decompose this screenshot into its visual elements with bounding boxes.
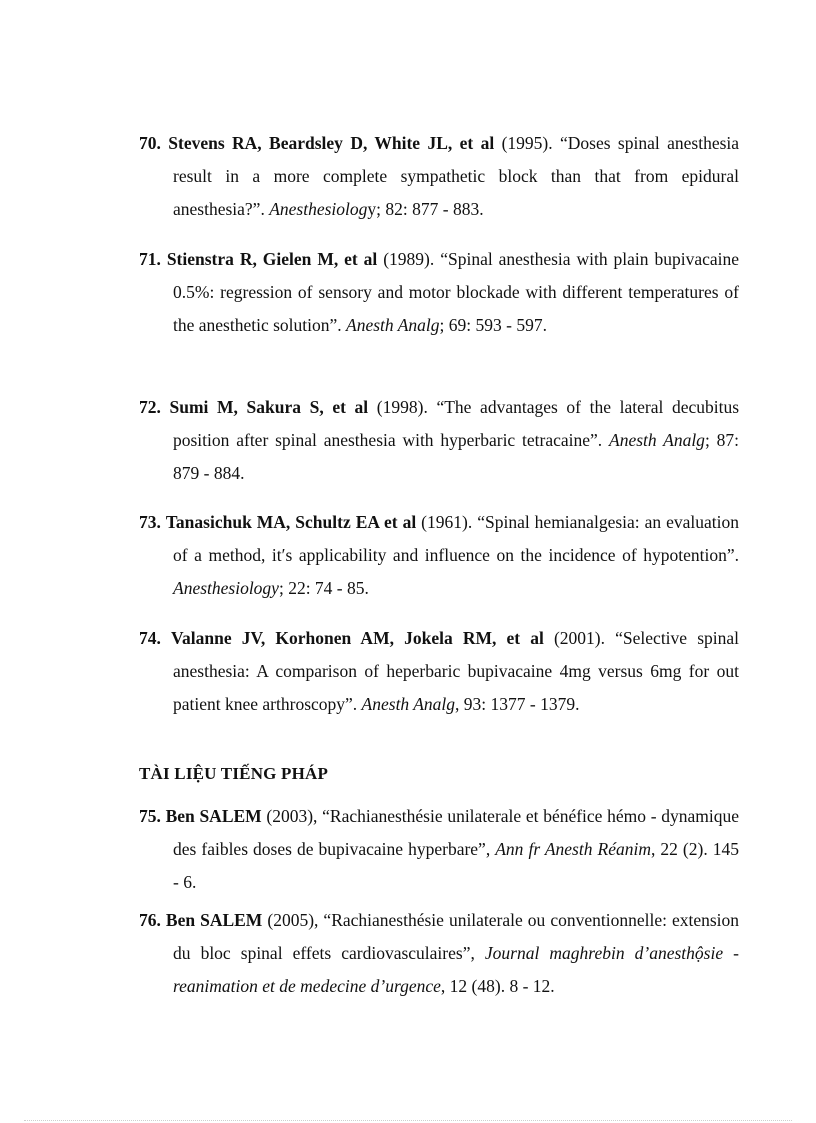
reference-authors: Ben SALEM: [165, 806, 262, 826]
reference-title: “Rachianesthésie unilaterale ou conventionnelle: extension du bloc spinal effets cardiovasculaires”,: [173, 910, 740, 963]
reference-journal: Anesthesiolog: [269, 199, 368, 219]
section-heading: TÀI LIỆU TIẾNG PHÁP: [139, 764, 329, 783]
reference-year: (1998).: [368, 397, 437, 417]
reference-title: “Doses spinal anesthesia result in a more complete sympathetic block than that from epidural anesthesia?”.: [173, 133, 740, 219]
reference-year: (1995).: [494, 133, 561, 153]
reference-number: 72.: [139, 397, 161, 417]
reference-title: “Rachianesthésie unilaterale et bénéfice hémo - dynamique des faibles doses de bupivacaine hyperbare”,: [173, 806, 740, 859]
reference-number: 71.: [139, 249, 161, 269]
reference-71: [139, 243, 739, 342]
reference-journal: Anesth Analg: [346, 315, 440, 335]
reference-authors: Ben SALEM: [165, 910, 263, 930]
reference-76: [139, 904, 739, 1003]
reference-title: “The advantages of the lateral decubitus position after spinal anesthesia with hyperbaric tetracaine”.: [173, 397, 740, 450]
page-bottom-divider: [24, 1120, 792, 1121]
reference-journal: Ann fr Anesth Réanim: [495, 839, 651, 859]
reference-details: ; 22: 74 - 85.: [278, 578, 369, 598]
reference-year: (1989).: [377, 249, 441, 269]
reference-year: (2003),: [261, 806, 323, 826]
reference-journal: Anesthesiology: [173, 578, 279, 598]
reference-number: 74.: [139, 628, 161, 648]
reference-title: “Spinal hemianalgesia: an evaluation of a method, it′s applicability and influence on the incidence of hypotention”.: [173, 512, 739, 565]
reference-number: 75.: [139, 806, 161, 826]
reference-number: 76.: [139, 910, 161, 930]
reference-details: y; 82: 877 - 883.: [367, 199, 484, 219]
reference-title: “Selective spinal anesthesia: A comparison of heperbaric bupivacaine 4mg versus 6mg for out patient knee arthroscopy”.: [173, 628, 739, 714]
reference-72: [139, 391, 739, 490]
reference-authors: Stienstra R, Gielen M, et al: [166, 249, 378, 269]
reference-year: (2005),: [262, 910, 324, 930]
reference-74: [139, 622, 739, 721]
reference-details: ; 87: 879 - 884.: [173, 430, 739, 483]
reference-details: , 93: 1377 - 1379.: [455, 694, 580, 714]
reference-year: (1961).: [416, 512, 478, 532]
reference-journal: Anesth Analg: [361, 694, 456, 714]
reference-75: [139, 800, 739, 899]
reference-details: ; 69: 593 - 597.: [439, 315, 547, 335]
reference-details: , 22 (2). 145 - 6.: [173, 839, 739, 892]
reference-number: 70.: [139, 133, 161, 153]
reference-year: (2001).: [543, 628, 616, 648]
reference-journal: Journal maghrebin d’anesthộsie - reanimation et de medecine d’urgence: [173, 943, 739, 996]
reference-authors: Stevens RA, Beardsley D, White JL, et al: [168, 133, 495, 153]
reference-authors: Sumi M, Sakura S, et al: [169, 397, 369, 417]
reference-70: [139, 127, 739, 226]
reference-details: , 12 (48). 8 - 12.: [440, 976, 555, 996]
reference-authors: Tanasichuk MA, Schultz EA et al: [165, 512, 417, 532]
reference-number: 73.: [139, 512, 161, 532]
reference-authors: Valanne JV, Korhonen AM, Jokela RM, et al: [171, 628, 544, 648]
reference-title: “Spinal anesthesia with plain bupivacaine 0.5%: regression of sensory and motor blockade with different temperatures of the anesthetic solution”.: [173, 249, 740, 335]
reference-73: [139, 506, 739, 605]
reference-journal: Anesth Analg: [609, 430, 705, 450]
